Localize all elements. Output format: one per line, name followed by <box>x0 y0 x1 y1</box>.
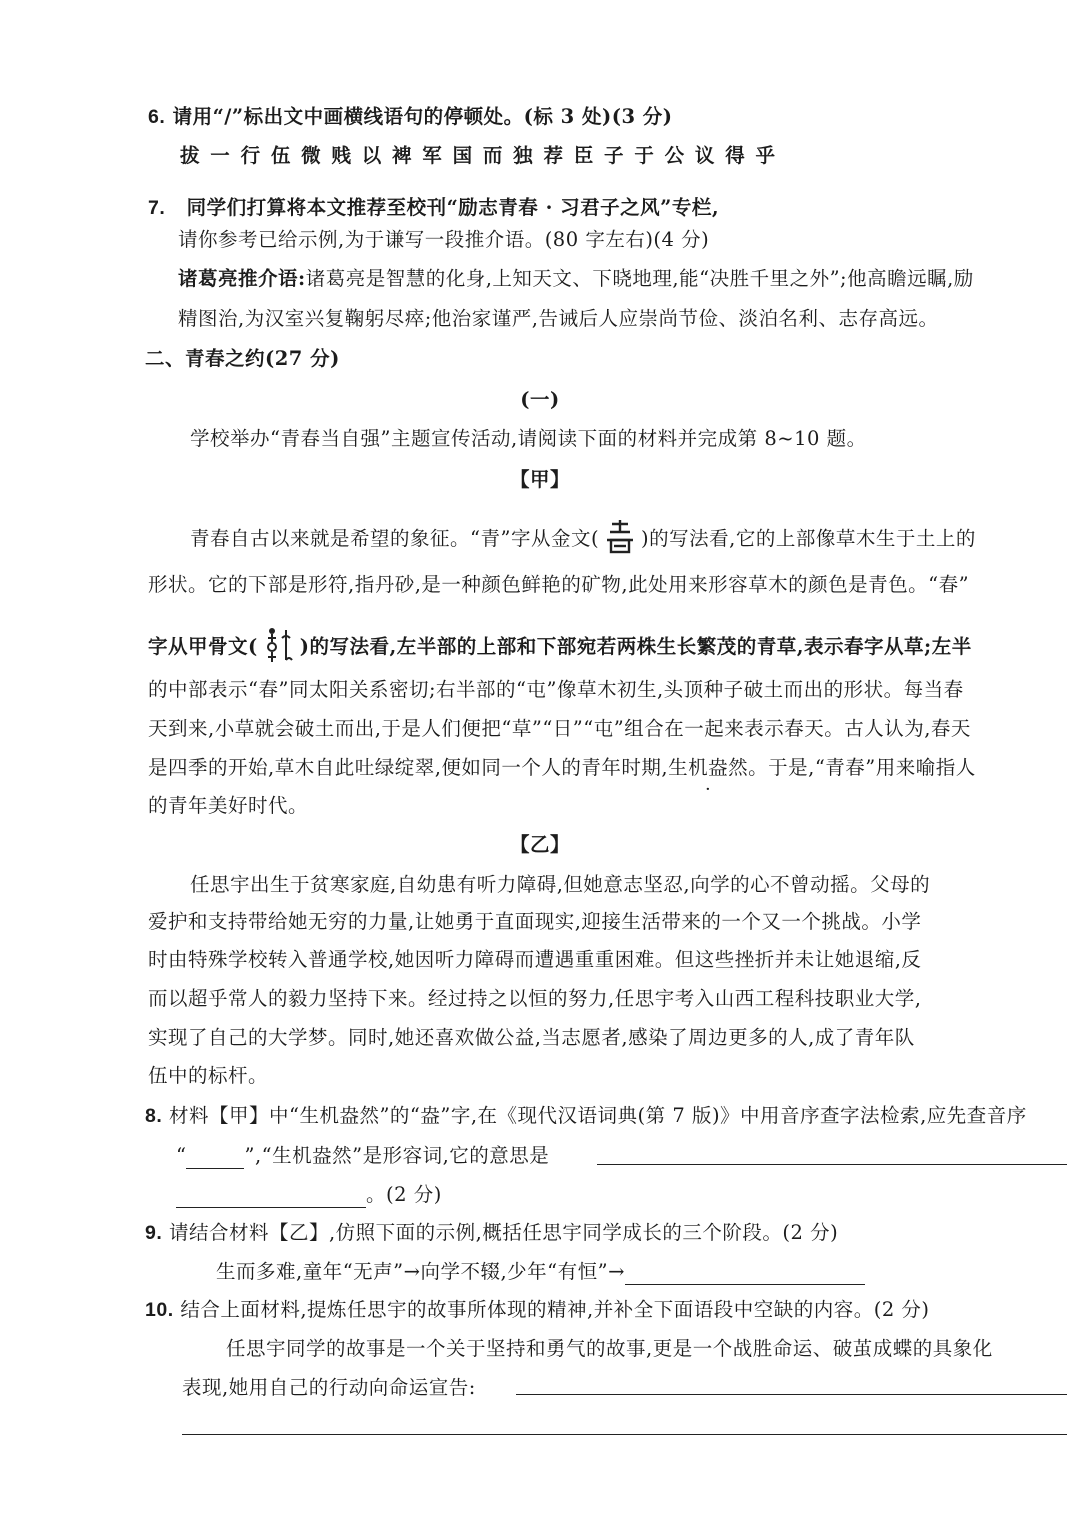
question-10 <box>145 1297 930 1323</box>
material-jia-line <box>190 518 976 561</box>
text-segment: 。于是,“青春”用来喻指人 <box>748 756 976 779</box>
dotted-phrase: 生机盎然 <box>668 756 749 779</box>
material-jia-line: 形状。它的下部是形符,指丹砂,是一种颜色鲜艳的矿物,此处用来形容草木的颜色是青色。“春” <box>148 573 970 596</box>
material-yi-line: 时由特殊学校转入普通学校,她因听力障碍而遭遇重重困难。但这些挫折并未让她退缩,反 <box>148 948 922 971</box>
answer-line-declaration[interactable] <box>516 1394 1067 1395</box>
material-jia-line: 天到来,小草就会破土而出,于是人们便把“草”“日”“屯”组合在一起来表示春天。古人认为,春天 <box>148 717 971 740</box>
answer-line-meaning[interactable] <box>597 1164 1067 1165</box>
question-8-line2 <box>176 1143 549 1169</box>
example-paragraph-line2: 精图治,为汉室兴复鞠躬尽瘁;他治家谨严,告诫后人应崇尚节俭、淡泊名利、志存高远。 <box>178 307 939 330</box>
text-segment: 生而多难,童年“无声”→向学不辍,少年“有恒”→ <box>216 1260 625 1283</box>
answer-blank-meaning-cont[interactable] <box>176 1185 366 1208</box>
material-jia-line: 的中部表示“春”同太阳关系密切;右半部的“屯”像草木初生,头顶种子破土而出的形状。每当春 <box>148 678 964 701</box>
question-prompt: 请用“/”标出文中画横线语句的停顿处。(标 3 处)(3 分) <box>172 105 673 128</box>
material-jia-label: 【甲】 <box>509 468 570 491</box>
question-prompt-line2: 请你参考已给示例,为于谦写一段推介语。(80 字左右)(4 分) <box>178 228 710 251</box>
material-jia-line: 的青年美好时代。 <box>148 794 309 817</box>
question-prompt: 材料【甲】中“生机盎然”的“盎”字,在《现代汉语词典(第 7 版)》中用音序查字法检索,应先查音序 <box>168 1104 1027 1127</box>
underlined-sentence: 拔 一 行 伍 微 贱 以 裨 军 国 而 独 荐 臣 子 于 公 议 得 乎 <box>180 144 777 167</box>
material-yi-line: 伍中的标杆。 <box>148 1064 269 1087</box>
question-number: 6. <box>148 106 166 128</box>
bronze-script-qing-icon <box>603 518 637 561</box>
section-intro: 学校举办“青春当自强”主题宣传活动,请阅读下面的材料并完成第 8~10 题。 <box>190 427 867 450</box>
question-number: 10. <box>145 1299 174 1321</box>
question-number: 8. <box>145 1105 163 1127</box>
question-7 <box>148 195 719 221</box>
question-prompt: 结合上面材料,提炼任思宇的故事所体现的精神,并补全下面语段中空缺的内容。(2 分) <box>180 1298 930 1321</box>
text-segment: 。(2 分) <box>366 1183 442 1206</box>
question-9-example <box>216 1259 865 1285</box>
question-number: 7. <box>148 197 166 219</box>
example-paragraph-line1 <box>178 266 974 292</box>
text-segment: )的写法看,左半部的上部和下部宛若两株生长繁茂的青草,表示春字从草;左半 <box>299 635 972 658</box>
material-yi-line: 而以超乎常人的毅力坚持下来。经过持之以恒的努力,任思宇考入山西工程科技职业大学, <box>148 987 922 1010</box>
question-10-line2: 表现,她用自己的行动向命运宣告: <box>182 1376 476 1399</box>
question-8 <box>145 1103 1027 1129</box>
question-9 <box>145 1220 838 1246</box>
material-yi-line: 爱护和支持带给她无穷的力量,让她勇于直面现实,迎接生活带来的一个又一个挑战。小学 <box>148 910 922 933</box>
answer-blank-stage3[interactable] <box>625 1262 865 1285</box>
question-number: 9. <box>145 1222 163 1244</box>
question-6 <box>148 104 673 130</box>
question-prompt: 同学们打算将本文推荐至校刊“励志青春 · 习君子之风”专栏, <box>186 196 720 219</box>
part-title: (一) <box>520 388 560 411</box>
example-text: 诸葛亮是智慧的化身,上知天文、下晓地理,能“决胜千里之外”;他高瞻远瞩,励 <box>305 267 974 290</box>
text-segment: 字从甲骨文( <box>148 635 258 658</box>
section-heading: 二、青春之约(27 分) <box>145 347 340 370</box>
text-segment: 青春自古以来就是希望的象征。“青”字从金文( <box>190 527 600 550</box>
text-segment: 是四季的开始,草木自此吐绿绽翠,便如同一个人的青年时期, <box>148 756 669 779</box>
text-segment: “ <box>176 1144 187 1167</box>
material-jia-line <box>148 755 976 781</box>
oracle-bone-chun-icon <box>262 624 296 671</box>
question-10-line1: 任思宇同学的故事是一个关于坚持和勇气的故事,更是一个战胜命运、破茧成蝶的具象化 <box>226 1337 993 1360</box>
question-prompt: 请结合材料【乙】,仿照下面的示例,概括任思宇同学成长的三个阶段。(2 分) <box>168 1221 839 1244</box>
text-segment: ”,“生机盎然”是形容词,它的意思是 <box>244 1144 550 1167</box>
material-yi-label: 【乙】 <box>509 833 570 856</box>
answer-blank-yinxu[interactable] <box>186 1146 244 1169</box>
material-jia-line <box>148 624 972 671</box>
material-yi-line: 任思宇出生于贫寒家庭,自幼患有听力障碍,但她意志坚忍,向学的心不曾动摇。父母的 <box>190 873 931 896</box>
question-8-line3 <box>176 1182 442 1208</box>
text-segment: )的写法看,它的上部像草木生于土上的 <box>641 527 976 550</box>
example-label: 诸葛亮推介语: <box>178 267 306 290</box>
answer-line-declaration-cont[interactable] <box>182 1434 1067 1435</box>
material-yi-line: 实现了自己的大学梦。同时,她还喜欢做公益,当志愿者,感染了周边更多的人,成了青年队 <box>148 1026 915 1049</box>
